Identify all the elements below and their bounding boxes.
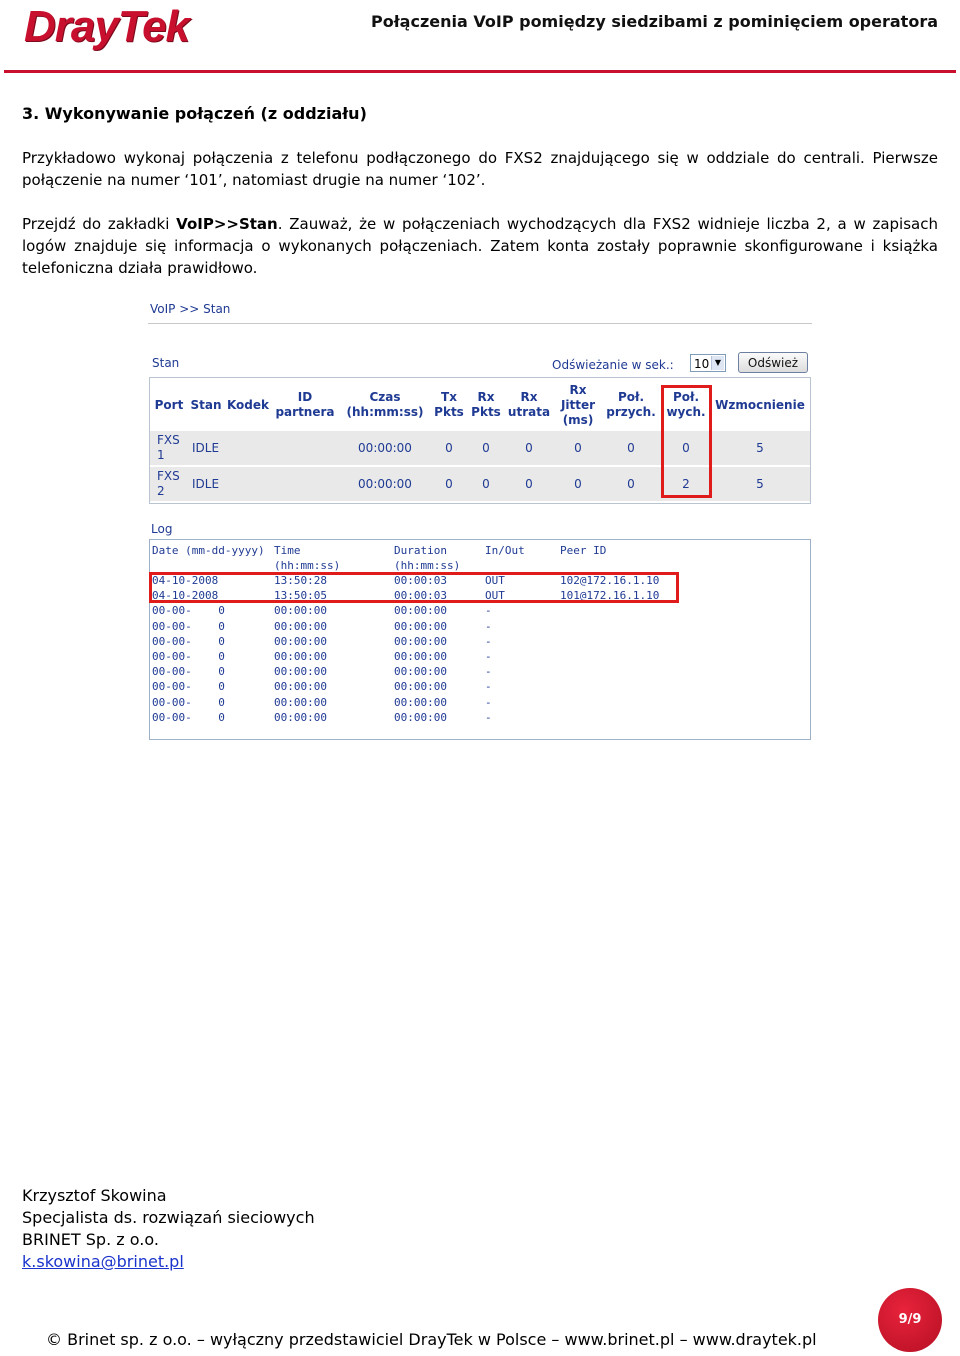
incoming-calls-cell: 0: [627, 477, 635, 491]
outgoing-calls-cell: 2: [682, 477, 690, 491]
log-date-cell: 04-10-2008: [152, 589, 219, 603]
log-direction-cell: -: [485, 665, 492, 679]
author-name: Krzysztof Skowina: [22, 1186, 167, 1205]
status-section-label: Stan: [152, 356, 180, 370]
log-time-cell: 00:00:00: [274, 634, 327, 648]
log-date-cell: 00-00- 0: [152, 650, 225, 663]
section-title: 3. Wykonywanie połączeń (z oddziału): [22, 104, 367, 123]
czas-cell: 00:00:00: [358, 441, 412, 455]
col-header: Tx Pkts: [434, 390, 464, 419]
log-direction-cell: -: [485, 680, 492, 694]
voip-stan-path: VoIP>>Stan: [176, 215, 278, 233]
paragraph-intro: Przykładowo wykonaj połączenia z telefonu podłączonego do FXS2 znajdującego się w oddziale do centrali. Pierwsze połączenie na numer ‘101’, natomiast drugie na numer ‘102’.: [22, 149, 938, 189]
port-cell: FXS 1: [157, 433, 180, 462]
log-time-cell: 00:00:00: [274, 710, 327, 724]
log-peer-cell: 101@172.16.1.10: [560, 589, 660, 603]
log-duration-cell: 00:00:00: [394, 650, 447, 663]
col-header: Kodek: [226, 398, 270, 412]
tx-cell: 0: [445, 441, 453, 455]
log-time-cell: 13:50:28: [274, 574, 327, 587]
gain-cell: 5: [756, 441, 764, 455]
outgoing-calls-highlight: [661, 385, 712, 498]
log-date-cell: 00-00- 0: [152, 665, 225, 679]
para2-suffix: . Zauważ, że w połączeniach wychodzących dla FXS2 widnieje liczba 2, a w zapisach logów znajduje się informacja o wykonanych połączeniach. Zatem konta zostały poprawnie skonfigurowane i książka telefoniczna działa prawidłowo.: [22, 215, 938, 277]
log-direction-cell: -: [485, 695, 492, 709]
log-direction-cell: OUT: [485, 589, 505, 603]
author-role: Specjalista ds. rozwiązań sieciowych: [22, 1208, 315, 1227]
port-cell: FXS 2: [157, 469, 180, 498]
col-header: Wzmocnienie: [715, 398, 805, 412]
col-header: Poł. wych.: [666, 390, 706, 419]
log-col-header: Duration (hh:mm:ss): [394, 544, 461, 572]
log-duration-cell: 00:00:00: [394, 634, 447, 648]
log-direction-cell: -: [485, 650, 492, 663]
header-divider: [4, 70, 956, 73]
log-date-cell: 00-00- 0: [152, 695, 225, 709]
log-time-cell: 00:00:00: [274, 619, 327, 633]
stan-cell: IDLE: [192, 441, 220, 455]
author-company: BRINET Sp. z o.o.: [22, 1230, 159, 1249]
log-col-header: In/Out: [485, 544, 525, 557]
log-calls-highlight: [149, 572, 679, 603]
log-direction-cell: -: [485, 710, 492, 724]
footer-copyright: © Brinet sp. z o.o. – wyłączny przedstawiciel DrayTek w Polsce – www.brinet.pl – www.draytek.pl: [46, 1330, 817, 1349]
rx-cell: 0: [482, 441, 490, 455]
tx-cell: 0: [445, 477, 453, 491]
breadcrumb: VoIP >> Stan: [150, 302, 231, 316]
stan-cell: IDLE: [192, 477, 220, 491]
author-email-link[interactable]: k.skowina@brinet.pl: [22, 1252, 184, 1271]
log-duration-cell: 00:00:00: [394, 680, 447, 694]
col-header: ID partnera: [275, 390, 335, 419]
rx-loss-cell: 0: [525, 441, 533, 455]
page-header-title: Połączenia VoIP pomiędzy siedzibami z pominięciem operatora: [371, 12, 938, 31]
incoming-calls-cell: 0: [627, 441, 635, 455]
log-duration-cell: 00:00:03: [394, 574, 447, 587]
log-duration-cell: 00:00:00: [394, 695, 447, 709]
outgoing-calls-cell: 0: [682, 441, 690, 455]
log-date-cell: 00-00- 0: [152, 710, 225, 724]
col-header: Czas (hh:mm:ss): [346, 390, 424, 419]
log-direction-cell: OUT: [485, 574, 505, 587]
rx-cell: 0: [482, 477, 490, 491]
log-duration-cell: 00:00:00: [394, 604, 447, 618]
czas-cell: 00:00:00: [358, 477, 412, 491]
log-time-cell: 00:00:00: [274, 604, 327, 618]
jitter-cell: 0: [574, 441, 582, 455]
refresh-interval-value: 10: [694, 357, 710, 371]
refresh-interval-select[interactable]: [690, 354, 726, 372]
log-time-cell: 13:50:05: [274, 589, 327, 603]
author-block: [22, 1185, 315, 1273]
col-header: Rx Pkts: [471, 390, 501, 419]
log-date-cell: 00-00- 0: [152, 604, 225, 618]
log-date-cell: 00-00- 0: [152, 634, 225, 648]
log-time-cell: 00:00:00: [274, 650, 327, 663]
log-time-cell: 00:00:00: [274, 680, 327, 694]
paragraph-instructions: [22, 213, 938, 279]
breadcrumb-divider: [148, 323, 812, 324]
col-header: Rx Jitter (ms): [560, 383, 596, 427]
col-header: Rx utrata: [507, 390, 551, 419]
col-header: Port: [154, 398, 184, 412]
log-time-cell: 00:00:00: [274, 695, 327, 709]
log-direction-cell: -: [485, 604, 492, 618]
log-col-header: Peer ID: [560, 544, 607, 557]
gain-cell: 5: [756, 477, 764, 491]
log-section-label: Log: [151, 522, 173, 536]
col-header: Stan: [190, 398, 222, 412]
log-date-cell: 00-00- 0: [152, 619, 225, 633]
refresh-interval-label: Odświeżanie w sek.:: [552, 358, 674, 372]
log-direction-cell: -: [485, 619, 492, 633]
refresh-button[interactable]: Odśwież: [738, 352, 808, 373]
chevron-down-icon: ▼: [711, 356, 724, 370]
rx-loss-cell: 0: [525, 477, 533, 491]
log-col-header: Date (mm-dd-yyyy): [152, 544, 265, 557]
log-peer-cell: 102@172.16.1.10: [560, 574, 660, 587]
log-duration-cell: 00:00:00: [394, 665, 447, 679]
col-header: Poł. przych.: [606, 390, 656, 419]
jitter-cell: 0: [574, 477, 582, 491]
log-duration-cell: 00:00:00: [394, 710, 447, 724]
log-direction-cell: -: [485, 634, 492, 648]
log-col-header: Time (hh:mm:ss): [274, 544, 341, 572]
page-number-badge: 9/9: [878, 1288, 942, 1352]
log-date-cell: 04-10-2008: [152, 574, 219, 587]
log-time-cell: 00:00:00: [274, 665, 327, 679]
log-date-cell: 00-00- 0: [152, 680, 225, 694]
log-duration-cell: 00:00:03: [394, 589, 447, 603]
para2-prefix: Przejdź do zakładki: [22, 215, 177, 233]
log-duration-cell: 00:00:00: [394, 619, 447, 633]
draytek-logo: DrayTek: [24, 2, 190, 51]
